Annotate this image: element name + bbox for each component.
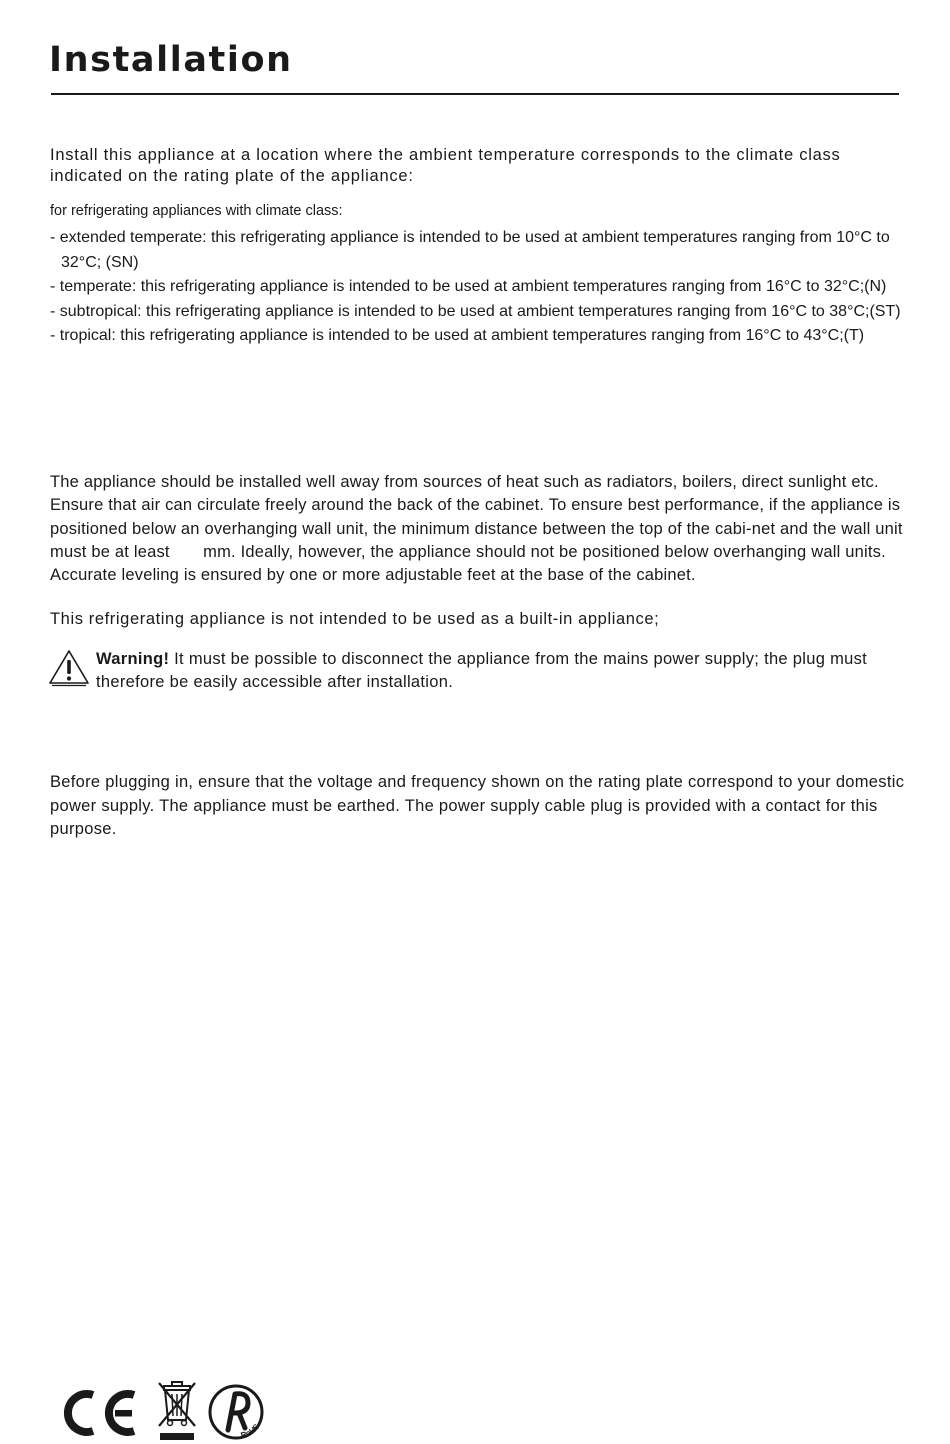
rohs-mark-icon bbox=[206, 1382, 270, 1442]
warning-text bbox=[96, 648, 891, 694]
placement-paragraph: The appliance should be installed well away from sources of heat such as radiators, boilers, direct sunlight etc. Ensure that air can circulate freely around the back of the cabinet. To ensure best performance, if the appliance is positioned below an overhanging wall unit, the minimum distance between the top of the cabi-net and the wall unit must be at least mm. Ideally, however, the appliance should not be positioned below overhanging wall units. Accurate leveling is ensured by one or more adjustable feet at the base of the cabinet. bbox=[50, 473, 908, 585]
climate-item-n: - temperate: this refrigerating appliance is intended to be used at ambient temperatures ranging from 16°C to 32°C;(N) bbox=[50, 278, 887, 295]
climate-item-st: - subtropical: this refrigerating appliance is intended to be used at ambient temperatures ranging from 16°C to 38°C;(ST) bbox=[50, 302, 901, 320]
certification-marks bbox=[60, 1380, 275, 1442]
builtin-note: This refrigerating appliance is not intended to be used as a built-in appliance; bbox=[50, 610, 660, 628]
page-title: Installation bbox=[49, 40, 293, 80]
warning-body: It must be possible to disconnect the appliance from the mains power supply; the plug must therefore be easily accessible after installation. bbox=[96, 650, 868, 691]
warning-triangle-icon bbox=[48, 649, 90, 687]
weee-crossed-bin-icon bbox=[156, 1380, 198, 1442]
climate-class-list bbox=[50, 226, 905, 349]
warning-label: Warning! bbox=[96, 650, 170, 668]
intro-paragraph: Install this appliance at a location where the ambient temperature corresponds to the climate class indicated on the rating plate of the appliance: bbox=[50, 146, 841, 185]
climate-item-sn: - extended temperate: this refrigerating appliance is intended to be used at ambient temperatures ranging from 10°C to 32°C; (SN) bbox=[50, 229, 890, 271]
climate-item-t: - tropical: this refrigerating appliance is intended to be used at ambient temperatures ranging from 16°C to 43°C;(T) bbox=[50, 327, 865, 344]
power-supply-paragraph: Before plugging in, ensure that the voltage and frequency shown on the rating plate correspond to your domestic power supply. The appliance must be earthed. The power supply cable plug is provided with a contact for this purpose. bbox=[50, 773, 905, 838]
climate-class-heading: for refrigerating appliances with climate class: bbox=[50, 203, 343, 219]
title-divider bbox=[51, 93, 899, 95]
ce-mark-icon bbox=[60, 1386, 138, 1440]
rohs-mark-text: RoHS bbox=[239, 1422, 262, 1440]
